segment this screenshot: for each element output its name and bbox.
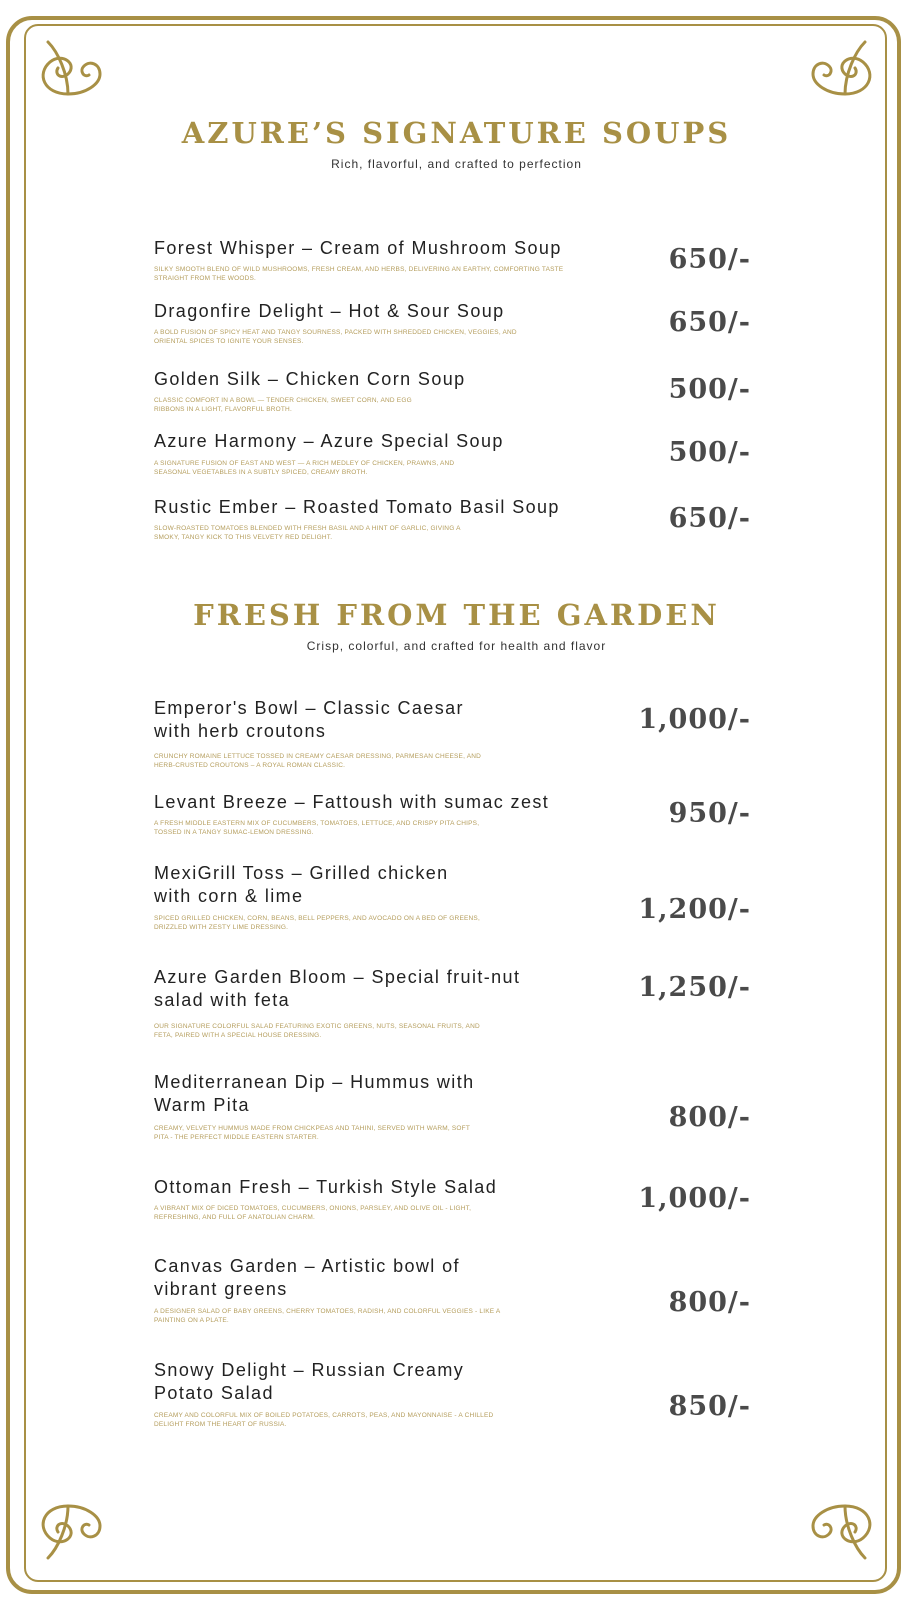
menu-item-name: Golden Silk – Chicken Corn Soup	[154, 369, 466, 389]
menu-item-name: Forest Whisper – Cream of Mushroom Soup	[154, 238, 562, 258]
menu-item-name: Rustic Ember – Roasted Tomato Basil Soup	[154, 497, 560, 517]
menu-item-price: 950/-	[668, 798, 751, 829]
menu-item-description: SLOW-ROASTED TOMATOES BLENDED WITH FRESH BASIL AND A HINT OF GARLIC, GIVING A SMOKY, TANGY KICK TO THIS VELVETY RED DELIGHT.	[154, 525, 461, 541]
menu-item-description: SILKY SMOOTH BLEND OF WILD MUSHROOMS, FRESH CREAM, AND HERBS, DELIVERING AN EARTHY, COMFORTING TASTE STRAIGHT FROM THE WOODS.	[154, 266, 564, 282]
corner-ornament-top-left	[28, 34, 108, 114]
menu-item-price: 650/-	[668, 307, 751, 338]
menu-item-description: CREAMY AND COLORFUL MIX OF BOILED POTATOES, CARROTS, PEAS, AND MAYONNAISE - A CHILLED DELIGHT FROM THE HEART OF RUSSIA.	[154, 1412, 494, 1428]
menu-item-name: Dragonfire Delight – Hot & Sour Soup	[154, 301, 505, 321]
menu-item-price: 850/-	[668, 1391, 751, 1422]
menu-item-description: A VIBRANT MIX OF DICED TOMATOES, CUCUMBERS, ONIONS, PARSLEY, AND OLIVE OIL - LIGHT, REFRESHING, AND FULL OF ANATOLIAN CHARM.	[154, 1205, 472, 1221]
menu-item-name: Emperor's Bowl – Classic Caesar with herb croutons	[154, 698, 464, 741]
menu-item-description: SPICED GRILLED CHICKEN, CORN, BEANS, BELL PEPPERS, AND AVOCADO ON A BED OF GREENS, DRIZZLED WITH ZESTY LIME DRESSING.	[154, 915, 480, 931]
menu-item-description: A BOLD FUSION OF SPICY HEAT AND TANGY SOURNESS, PACKED WITH SHREDDED CHICKEN, VEGGIES, AND ORIENTAL SPICES TO IGNITE YOUR SENSES.	[154, 329, 517, 345]
menu-item-description: CLASSIC COMFORT IN A BOWL — TENDER CHICKEN, SWEET CORN, AND EGG RIBBONS IN A LIGHT, FLAVORFUL BROTH.	[154, 397, 412, 413]
menu-item-price: 500/-	[668, 374, 751, 405]
section-title-soups: AZURE’S SIGNATURE SOUPS	[181, 116, 732, 150]
menu-item-name: Canvas Garden – Artistic bowl of vibrant greens	[154, 1256, 460, 1299]
menu-item-price: 1,200/-	[638, 894, 751, 925]
menu-item-price: 1,000/-	[638, 704, 751, 735]
menu-item-description: CREAMY, VELVETY HUMMUS MADE FROM CHICKPEAS AND TAHINI, SERVED WITH WARM, SOFT PITA - THE PERFECT MIDDLE EASTERN STARTER.	[154, 1125, 470, 1141]
corner-ornament-bottom-right	[805, 1486, 885, 1566]
menu-item-price: 1,250/-	[638, 972, 751, 1003]
menu-item-name: Mediterranean Dip – Hummus with Warm Pita	[154, 1072, 475, 1115]
menu-item-price: 800/-	[668, 1287, 751, 1318]
menu-item-name: Snowy Delight – Russian Creamy Potato Salad	[154, 1360, 465, 1403]
menu-item-description: A FRESH MIDDLE EASTERN MIX OF CUCUMBERS, TOMATOES, LETTUCE, AND CRISPY PITA CHIPS, TOSSED IN A TANGY SUMAC-LEMON DRESSING.	[154, 820, 480, 836]
section-subtitle-soups: Rich, flavorful, and crafted to perfection	[331, 157, 582, 171]
corner-ornament-bottom-left	[28, 1486, 108, 1566]
menu-item-description: A DESIGNER SALAD OF BABY GREENS, CHERRY TOMATOES, RADISH, AND COLORFUL VEGGIES - LIKE A PAINTING ON A PLATE.	[154, 1308, 501, 1324]
menu-item-name: Ottoman Fresh – Turkish Style Salad	[154, 1177, 498, 1197]
menu-item-price: 650/-	[668, 244, 751, 275]
menu-item-description: CRUNCHY ROMAINE LETTUCE TOSSED IN CREAMY CAESAR DRESSING, PARMESAN CHEESE, AND HERB-CRUSTED CROUTONS – A ROYAL ROMAN CLASSIC.	[154, 753, 482, 769]
menu-item-price: 500/-	[668, 437, 751, 468]
menu-item-name: Azure Harmony – Azure Special Soup	[154, 431, 504, 451]
menu-item-price: 650/-	[668, 503, 751, 534]
menu-item-price: 800/-	[668, 1102, 751, 1133]
section-title-garden: FRESH FROM THE GARDEN	[193, 598, 720, 632]
corner-ornament-top-right	[805, 34, 885, 114]
menu-item-price: 1,000/-	[638, 1183, 751, 1214]
menu-item-description: A SIGNATURE FUSION OF EAST AND WEST — A RICH MEDLEY OF CHICKEN, PRAWNS, AND SEASONAL VEGETABLES IN A SUBTLY SPICED, CREAMY BROTH.	[154, 460, 455, 476]
menu-item-description: OUR SIGNATURE COLORFUL SALAD FEATURING EXOTIC GREENS, NUTS, SEASONAL FRUITS, AND FETA, PAIRED WITH A SPECIAL HOUSE DRESSING.	[154, 1023, 480, 1039]
menu-item-name: Azure Garden Bloom – Special fruit-nut salad with feta	[154, 967, 521, 1010]
menu-item-name: Levant Breeze – Fattoush with sumac zest	[154, 792, 550, 812]
menu-item-name: MexiGrill Toss – Grilled chicken with corn & lime	[154, 863, 449, 906]
section-subtitle-garden: Crisp, colorful, and crafted for health and flavor	[306, 639, 607, 653]
